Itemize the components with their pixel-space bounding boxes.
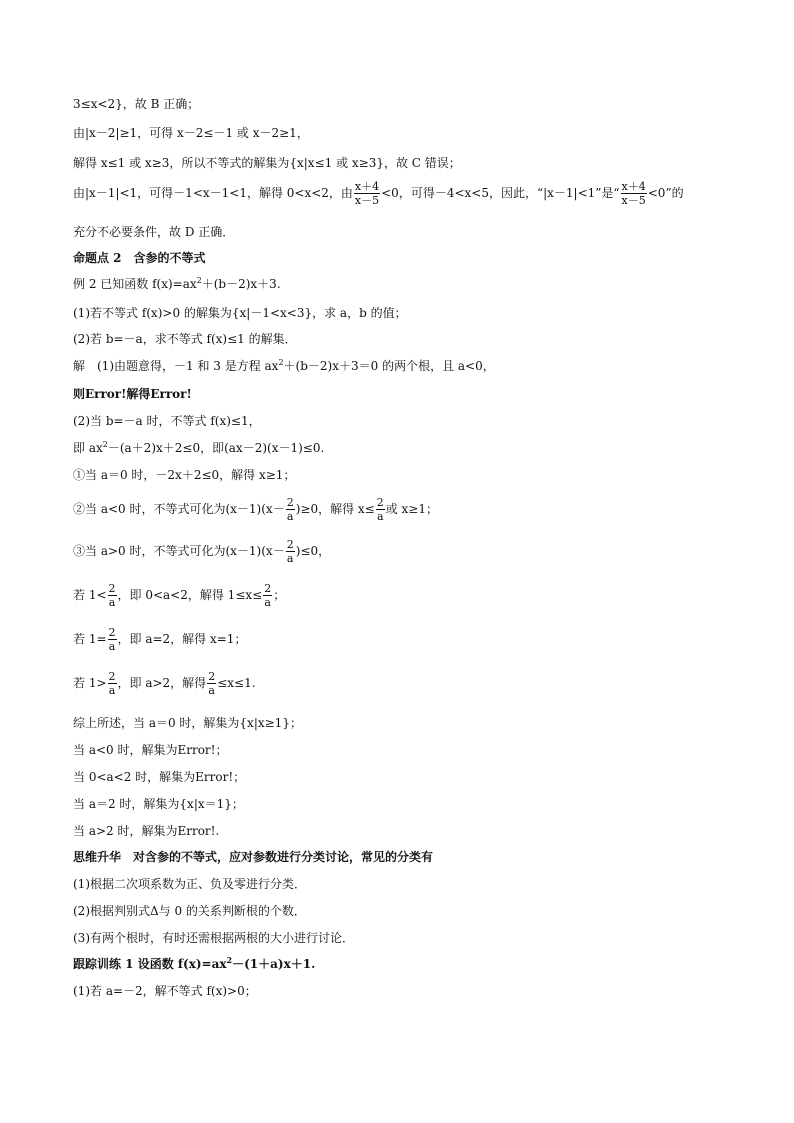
text-segment: ＋(b－2)x＋3. (201, 277, 281, 291)
text-line: 当 a<0 时，解集为Error!； (73, 743, 228, 757)
text-line: 3≤x<2}，故 B 正确； (73, 97, 200, 111)
text-segment: <0”的 (647, 186, 684, 200)
text-line: (2)当 b=－a 时，不等式 f(x)≤1， (73, 414, 261, 428)
fraction-numerator: 2 (208, 670, 216, 683)
text-segment: <0，可得－4<x<5，因此，“|x－1|<1”是“ (381, 186, 620, 200)
fraction (621, 180, 647, 207)
text-segment: ②当 a<0 时，不等式可化为(x－1)(x－ (73, 502, 285, 516)
fraction-denominator: a (286, 552, 294, 565)
text-segment: ③当 a>0 时，不等式可化为(x－1)(x－ (73, 544, 285, 558)
section-heading: 命题点 2 含参的不等式 (73, 251, 206, 265)
text-line (73, 358, 495, 374)
text-line: (1)根据二次项系数为正、负及零进行分类． (73, 877, 306, 891)
text-segment: ； (273, 588, 286, 602)
section-heading (73, 956, 315, 972)
text-segment: 解 (1)由题意得，－1 和 3 是方程 ax (73, 359, 279, 373)
text-line: ①当 a＝0 时，－2x＋2≤0，解得 x≥1； (73, 468, 296, 482)
text-segment: －(1＋a)x＋1. (232, 957, 316, 971)
text-line: 当 0<a<2 时，解集为Error!； (73, 770, 246, 784)
fraction (263, 582, 272, 609)
fraction (108, 626, 117, 653)
fraction (207, 670, 216, 697)
text-line: (2)若 b=－a，求不等式 f(x)≤1 的解集． (73, 332, 297, 346)
text-line: 由|x－2|≥1，可得 x－2≤－1 或 x－2≥1， (73, 126, 309, 140)
text-line: 解得 x≤1 或 x≥3，所以不等式的解集为{x|x≤1 或 x≥3}，故 C 错误； (73, 156, 461, 170)
fraction-numerator: 2 (108, 670, 116, 683)
text-line-with-fractions (73, 538, 330, 565)
fraction-numerator: 2 (108, 626, 116, 639)
text-line-with-fractions (73, 496, 438, 523)
fraction-numerator: 2 (376, 496, 384, 509)
fraction-numerator: x＋4 (354, 180, 380, 193)
text-line: 则Error!解得Error! (73, 387, 192, 401)
superscript: 2 (226, 955, 233, 965)
text-line-with-fractions (73, 582, 285, 609)
fraction-denominator: x－5 (354, 194, 380, 207)
fraction-denominator: a (108, 596, 116, 609)
text-segment: 若 1> (73, 676, 107, 690)
section-heading: 思维升华 对含参的不等式，应对参数进行分类讨论，常见的分类有 (73, 850, 434, 864)
fraction (376, 496, 385, 523)
superscript: 2 (278, 358, 284, 367)
fraction-numerator: 2 (264, 582, 272, 595)
text-line: 充分不必要条件，故 D 正确． (73, 225, 235, 239)
text-line (73, 276, 281, 292)
text-line: (2)根据判别式Δ与 0 的关系判断根的个数． (73, 904, 306, 918)
fraction-denominator: a (286, 510, 294, 523)
text-line: 综上所述，当 a＝0 时，解集为{x|x≥1}； (73, 716, 302, 730)
text-line: (1)若 a=－2，解不等式 f(x)>0； (73, 984, 257, 998)
text-segment: 跟踪训练 1 设函数 f(x)=ax (73, 957, 227, 971)
text-segment: ＋(b－2)x＋3＝0 的两个根，且 a<0， (283, 359, 495, 373)
fraction-denominator: a (108, 684, 116, 697)
fraction-denominator: a (264, 596, 271, 609)
superscript: 2 (196, 276, 202, 285)
fraction-denominator: a (108, 640, 116, 653)
fraction-denominator: a (376, 510, 384, 523)
text-segment: 若 1= (73, 632, 107, 646)
text-segment: ，即 a>2，解得 (117, 676, 207, 690)
text-segment: ，即 a=2，解得 x=1； (117, 632, 247, 646)
text-segment: 即 ax (73, 441, 103, 455)
fraction-denominator: a (208, 684, 215, 697)
fraction (286, 538, 295, 565)
fraction-numerator: 2 (108, 582, 116, 595)
fraction (286, 496, 295, 523)
text-line-with-fractions (73, 626, 246, 653)
text-segment: ，即 0<a<2，解得 1≤x≤ (117, 588, 263, 602)
text-segment: 或 x≥1； (385, 502, 438, 516)
text-line: 当 a>2 时，解集为Error!. (73, 824, 220, 838)
text-segment: )≤0， (295, 544, 331, 558)
text-line: (1)若不等式 f(x)>0 的解集为{x|－1<x<3}，求 a，b 的值； (73, 306, 407, 320)
text-line: (3)有两个根时，有时还需根据两根的大小进行讨论． (73, 931, 355, 945)
superscript: 2 (102, 440, 108, 449)
fraction (108, 582, 117, 609)
text-line (73, 440, 324, 456)
fraction (354, 180, 380, 207)
fraction-denominator: x－5 (621, 194, 646, 207)
text-segment: 若 1< (73, 588, 107, 602)
fraction (108, 670, 117, 697)
text-line-with-fractions (73, 180, 684, 207)
fraction-numerator: 2 (286, 538, 294, 551)
text-segment: －(a＋2)x＋2≤0，即(ax－2)(x－1)≤0. (107, 441, 325, 455)
text-segment: )≥0，解得 x≤ (295, 502, 375, 516)
fraction-numerator: 2 (286, 496, 294, 509)
fraction-numerator: x＋4 (621, 180, 646, 193)
text-line: 当 a＝2 时，解集为{x|x＝1}； (73, 797, 244, 811)
text-line-with-fractions (73, 670, 256, 697)
text-segment: ≤x≤1. (217, 676, 256, 690)
text-segment: 由|x－1|<1，可得－1<x－1<1，解得 0<x<2，由 (73, 186, 353, 200)
text-segment: 例 2 已知函数 f(x)=ax (73, 277, 197, 291)
